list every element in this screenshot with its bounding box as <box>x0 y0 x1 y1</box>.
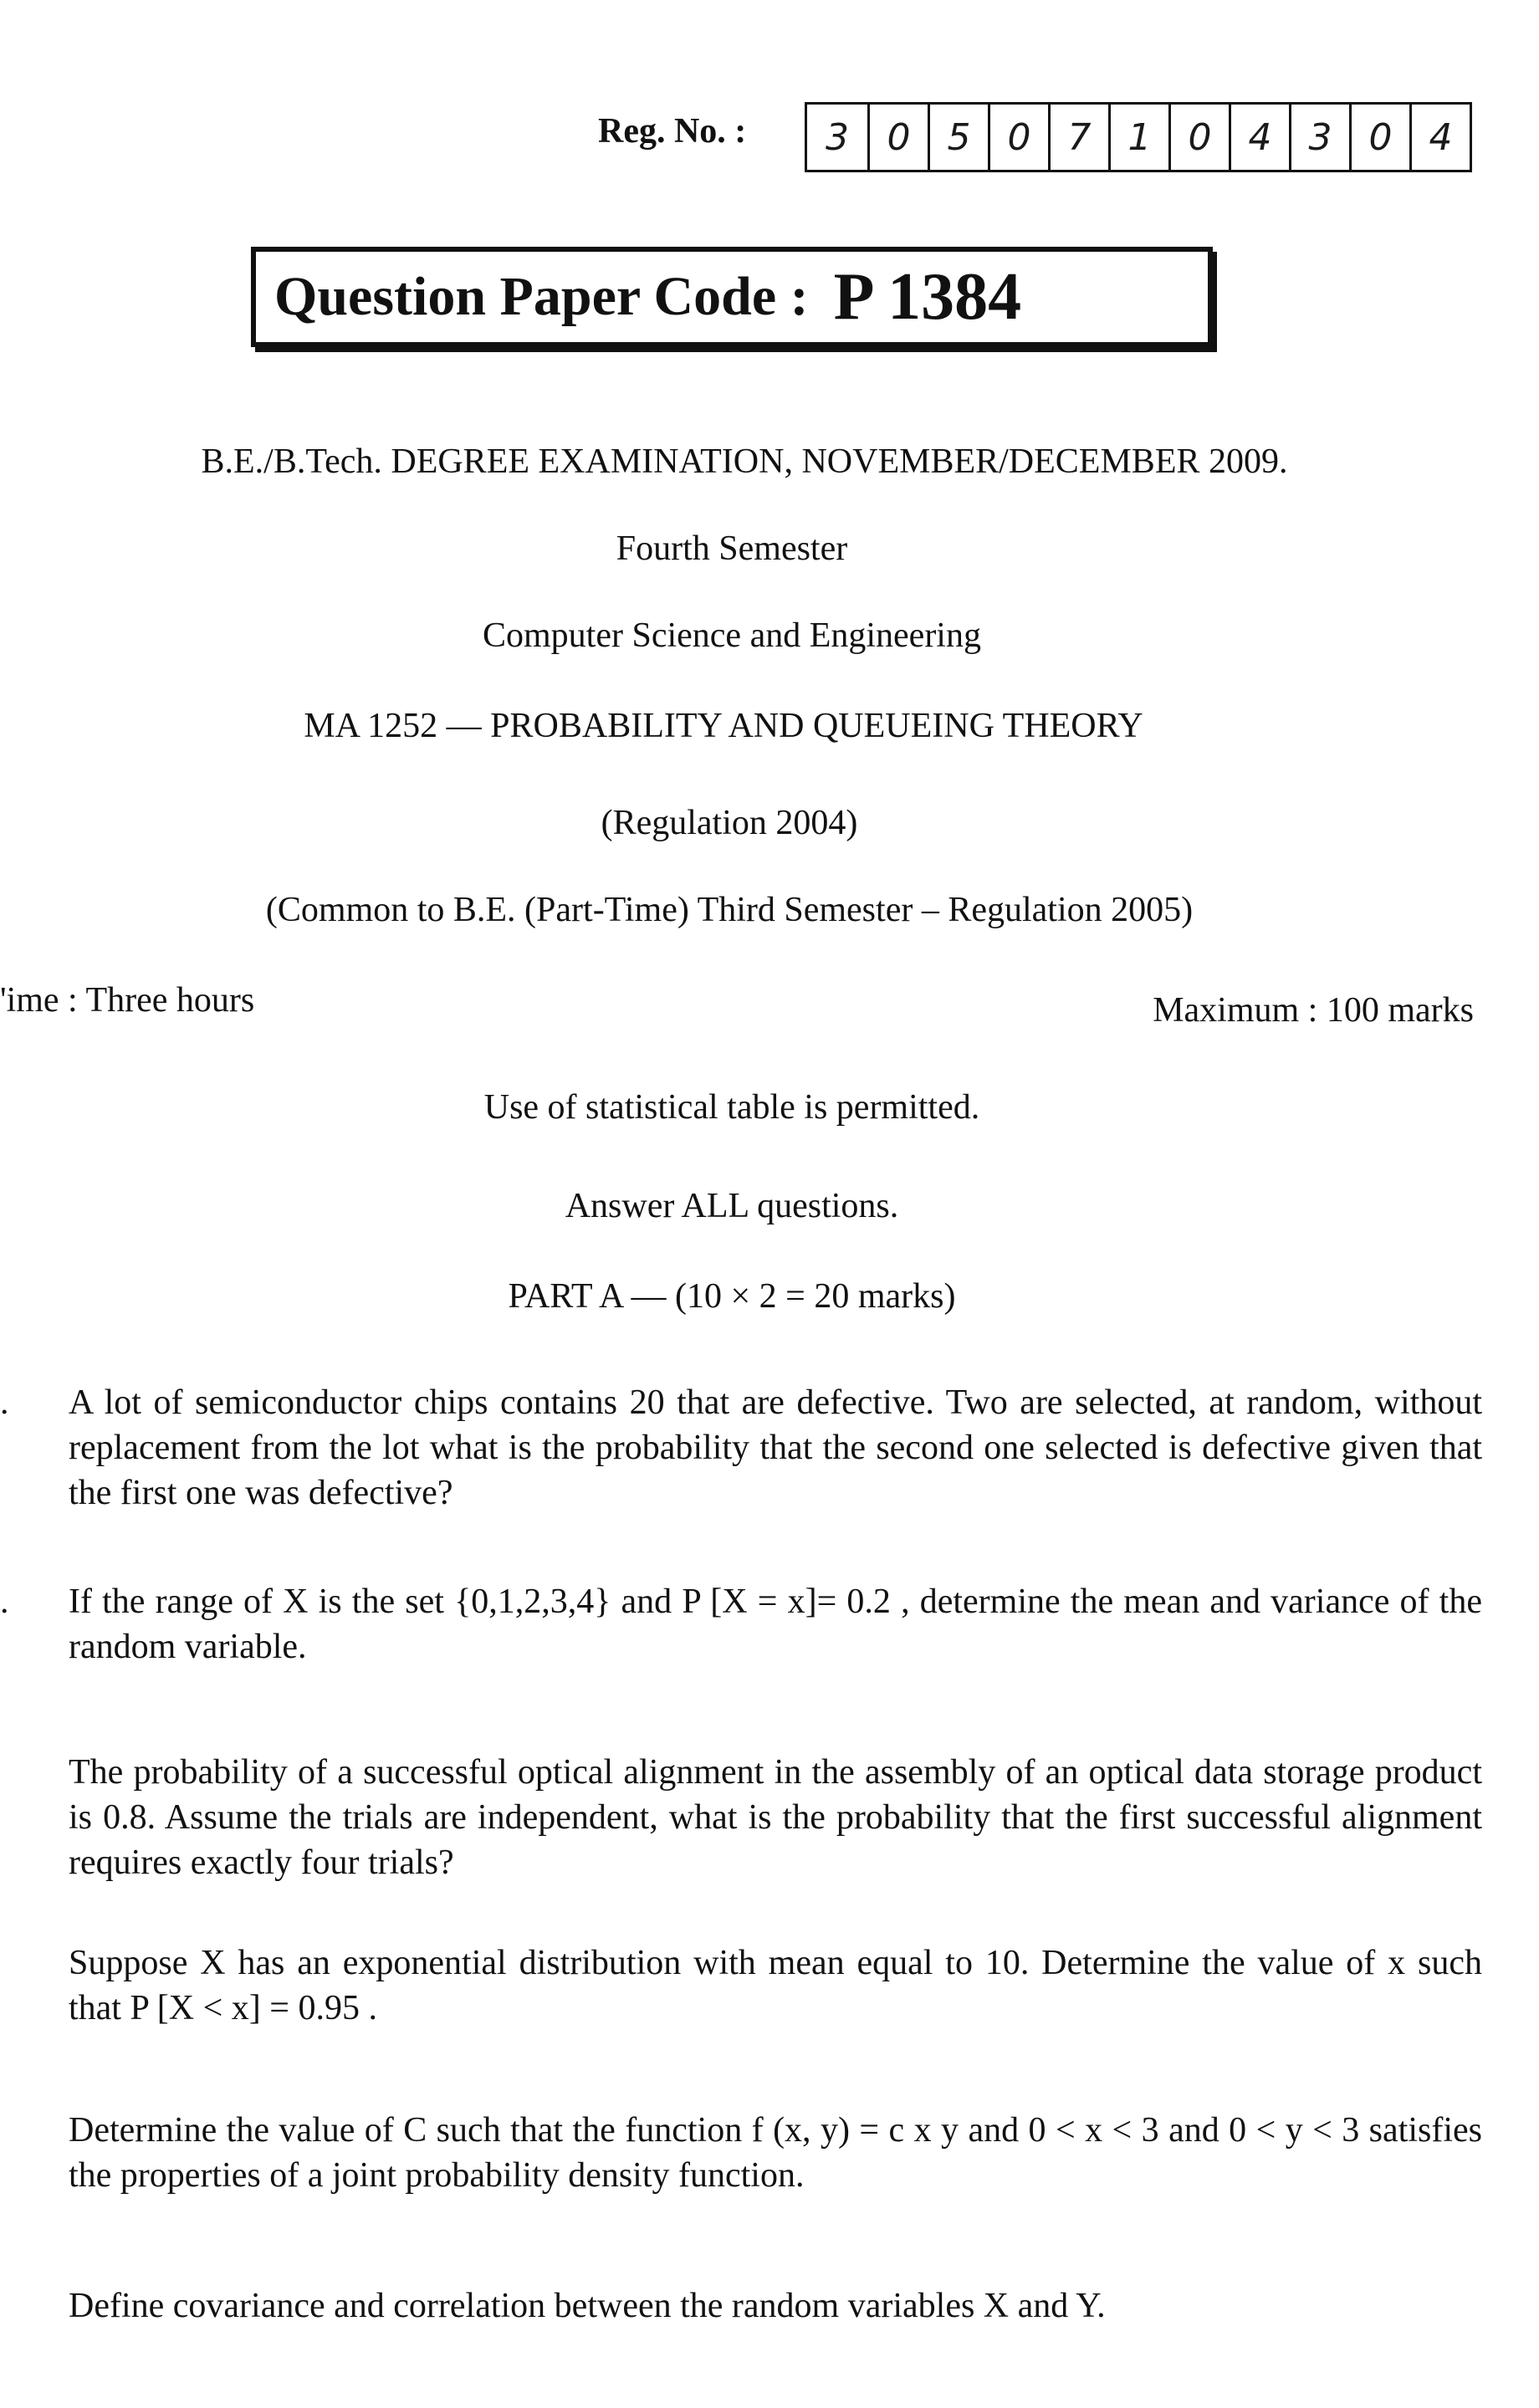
reg-digit: 0 <box>1168 105 1229 170</box>
question-paper-code-box <box>251 247 1213 347</box>
question-6: Define covariance and correlation between the random variables X and Y. <box>69 2287 1106 2325</box>
statistical-table-note: Use of statistical table is permitted. <box>483 1088 980 1127</box>
question-4: Suppose X has an exponential distribution with mean equal to 10. Determine the value of x such that P [X < x] = 0.95 . <box>69 1944 1482 2027</box>
reg-digit: 5 <box>928 105 988 170</box>
question-1: A lot of semiconductor chips contains 20 that are defective. Two are selected, at random, without replacement from the lot what is the probability that the second one selected is defective given that the first one was defective? <box>69 1383 1482 1512</box>
maximum-marks: Maximum : 100 marks <box>1153 991 1474 1030</box>
reg-digit: 0 <box>867 105 928 170</box>
reg-digit: 1 <box>1108 105 1168 170</box>
question-paper-code: P 1384 <box>833 259 1022 334</box>
question-3: The probability of a successful optical alignment in the assembly of an optical data storage product is 0.8. Assume the trials are independent, what is the probability that the first successful alignment requires exactly four trials? <box>69 1753 1482 1882</box>
question-5: Determine the value of C such that the function f (x, y) = c x y and 0 < x < 3 and 0 < y < 3 satisfies the properties of a joint probability density function. <box>69 2111 1482 2195</box>
reg-digit: 7 <box>1048 105 1108 170</box>
reg-digit: 3 <box>1289 105 1349 170</box>
subject-title: MA 1252 — PROBABILITY AND QUEUEING THEORY <box>304 707 1143 745</box>
question-paper-code-label: Question Paper Code : <box>274 266 809 327</box>
part-a-heading: PART A — (10 × 2 = 20 marks) <box>508 1277 956 1316</box>
exam-duration: 'ime : Three hours <box>0 981 255 1020</box>
degree-line: B.E./B.Tech. DEGREE EXAMINATION, NOVEMBER/DECEMBER 2009. <box>201 442 1288 481</box>
common-to: (Common to B.E. (Part-Time) Third Semester – Regulation 2005) <box>265 891 1194 929</box>
reg-digit: 4 <box>1409 105 1470 170</box>
semester: Fourth Semester <box>616 529 848 568</box>
reg-digit: 0 <box>1349 105 1409 170</box>
question-marker: . <box>0 1582 9 1621</box>
question-marker: . <box>0 1383 9 1422</box>
answer-all-instruction: Answer ALL questions. <box>565 1187 899 1225</box>
reg-no-boxes <box>805 102 1472 172</box>
regulation: (Regulation 2004) <box>601 804 858 842</box>
reg-digit: 0 <box>988 105 1048 170</box>
reg-digit: 4 <box>1229 105 1289 170</box>
question-2: If the range of X is the set {0,1,2,3,4} and P [X = x]= 0.2 , determine the mean and variance of the random variable. <box>69 1582 1482 1666</box>
reg-digit: 3 <box>826 115 849 159</box>
branch: Computer Science and Engineering <box>483 616 981 655</box>
reg-no-label: Reg. No. : <box>598 112 747 151</box>
